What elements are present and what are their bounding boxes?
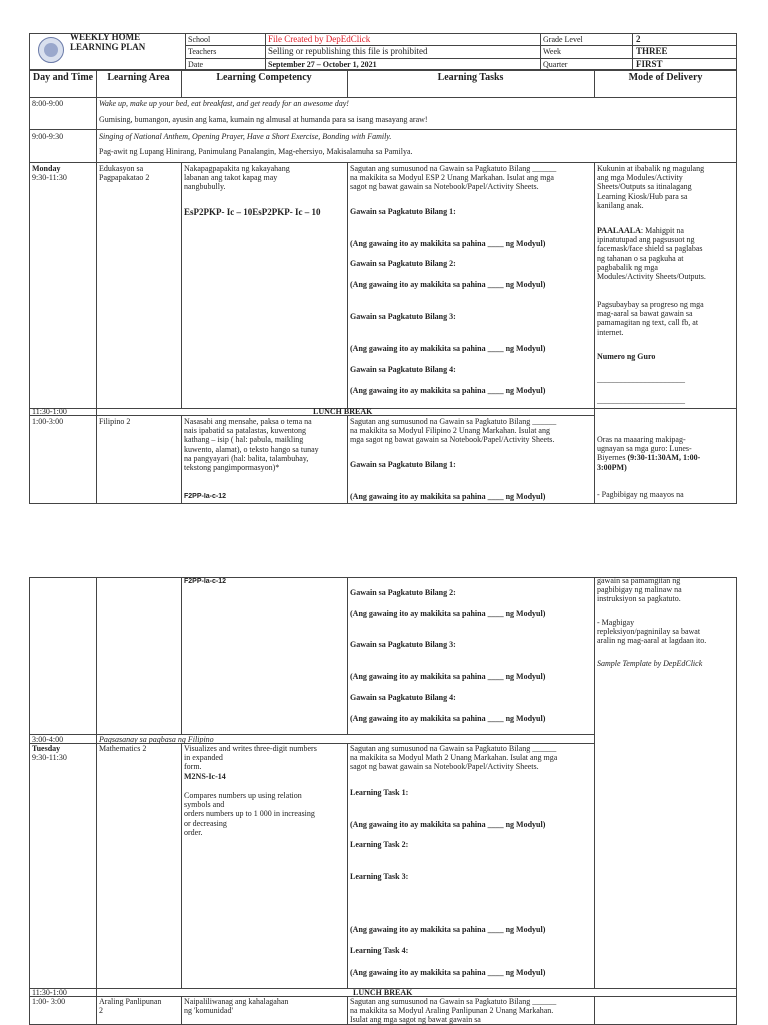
math-task-2: Learning Task 2: (350, 840, 409, 849)
quarter-value: FIRST (636, 59, 663, 69)
col-mode-of-delivery: Mode of Delivery (628, 72, 703, 83)
esp-gawain-1: Gawain sa Pagkatuto Bilang 1: (350, 207, 456, 216)
math-page-ref-4: (Ang gawaing ito ay makikita sa pahina ____ ng Modyul) (350, 968, 546, 977)
opening-filipino: Pag-awit ng Lupang Hinirang, Panimulang Panalangin, Mag-ehersiyo, Makisalamuha sa Pamilya. (99, 147, 413, 156)
esp-gawain-3: Gawain sa Pagkatuto Bilang 3: (350, 312, 456, 321)
school-value: File Created by DepEdClick (268, 34, 371, 44)
col-learning-tasks: Learning Tasks (437, 72, 504, 83)
quarter-label: Quarter (543, 60, 568, 69)
day-tuesday: Tuesday (32, 744, 61, 753)
col-learning-area: Learning Area (107, 72, 170, 83)
tasks-ap-instructions: Sagutan ang sumusunod na Gawain sa Pagkatuto Bilang ______ na makikita sa Modyul Araling Panlipunan 2 Unang Markahan. Isulat ang mga sagot ng bawat gawain sa (350, 997, 557, 1025)
time-lunch-2: 11:30-1:00 (32, 988, 67, 997)
time-9-930: 9:00-9:30 (32, 132, 64, 141)
fil-gawain-1: Gawain sa Pagkatuto Bilang 1: (350, 460, 456, 469)
tasks-esp-instructions: Sagutan ang sumusunod na Gawain sa Pagkatuto Bilang ______ na makikita sa Modyul ESP 2 Unang Markahan. Isulat ang mga sagot ng bawat gawain sa Notebook/Papel/Activity Sheets. (350, 164, 557, 192)
time-lunch: 11:30-1:00 (32, 407, 67, 416)
code-math: M2NS-Ic-14 (184, 772, 226, 781)
competency-esp: Nakapagpapakita ng kakayahang labanan ang takot kapag may nangbubully. (184, 164, 290, 192)
competency-math-1: Visualizes and writes three-digit numbers in expanded form. (184, 744, 317, 772)
delivery-continued: gawain sa pamamgitan ng pagbibigay ng malinaw na instruksiyon sa pagkatuto. (597, 576, 682, 604)
routine-english: Wake up, make up your bed, eat breakfast, and get ready for an awesome day! (99, 99, 349, 108)
fil-page-ref-1: (Ang gawaing ito ay makikita sa pahina ____ ng Modyul) (350, 492, 546, 501)
delivery-paalaala: PAALAALA: Mahigpit na ipinatutupad ang pagsusuot ng facemask/face shield sa paglabas ng tahanan o sa pagkuha at pagbabalik ng mga Modules/Activity Sheets/Outputs. (597, 226, 706, 282)
lunch-break: LUNCH BREAK (313, 407, 373, 416)
day-monday: Monday (32, 164, 61, 173)
time-8-9: 8:00-9:00 (32, 99, 64, 108)
delivery-contact-hours: Oras na maaaring makipag- ugnayan sa mga guro: Lunes- Biyernes (9:30-11:30AM, 1:00- 3:00PM) (597, 435, 701, 472)
teachers-label: Teachers (188, 47, 217, 56)
grade-label: Grade Level (543, 35, 583, 44)
sample-template-credit: Sample Template by DepEdClick (597, 659, 703, 668)
delivery-monitoring: Pagsubaybay sa progreso ng mga mag-aaral sa bawat gawain sa pamamagitan ng text, call fb, at internet. (597, 300, 704, 337)
math-task-3: Learning Task 3: (350, 872, 409, 881)
esp-gawain-4: Gawain sa Pagkatuto Bilang 4: (350, 365, 456, 374)
area-ap: Araling Panlipunan 2 (99, 997, 162, 1016)
plan-title: WEEKLY HOME LEARNING PLAN (70, 32, 146, 52)
tasks-math-instructions: Sagutan ang sumusunod na Gawain sa Pagkatuto Bilang ______ na makikita sa Modyul Math 2 Unang Markahan. Isulat ang mga sagot ng bawat gawain sa Notebook/Papel/Activity Sheets. (350, 744, 558, 772)
date-value: September 27 – October 1, 2021 (268, 60, 377, 69)
reading-practice: Pagsasanay sa pagbasa ng Filipino (99, 735, 214, 744)
code-filipino-cont: F2PP-Ia-c-12 (184, 578, 227, 585)
time-monday-930: 9:30-11:30 (32, 173, 67, 182)
col-day-time: Day and Time (32, 72, 94, 83)
time-tuesday-930: 9:30-11:30 (32, 753, 67, 762)
math-page-ref-1: (Ang gawaing ito ay makikita sa pahina ____ ng Modyul) (350, 820, 546, 829)
code-filipino: F2PP-Ia-c-12 (184, 493, 227, 500)
teacher-number-line-2: ______________________ (597, 396, 685, 405)
time-3-4: 3:00-4:00 (32, 735, 64, 744)
routine-filipino: Gumising, bumangon, ayusin ang kama, kumain ng almusal at humanda para sa isang masayang araw! (99, 115, 428, 124)
area-filipino: Filipino 2 (99, 417, 131, 426)
teacher-number-label: Numero ng Guro (597, 352, 656, 361)
delivery-pagbibigay: - Pagbibigay ng maayos na (597, 490, 684, 499)
esp-gawain-2: Gawain sa Pagkatuto Bilang 2: (350, 259, 456, 268)
time-filipino: 1:00-3:00 (32, 417, 64, 426)
code-esp: EsP2PKP- Ic – 10EsP2PKP- Ic – 10 (184, 207, 321, 217)
fil-page-ref-3: (Ang gawaing ito ay makikita sa pahina ____ ng Modyul) (350, 672, 546, 681)
math-task-1: Learning Task 1: (350, 788, 409, 797)
week-value: THREE (636, 46, 668, 56)
date-label: Date (188, 60, 204, 69)
week-label: Week (543, 47, 562, 56)
math-page-ref-3: (Ang gawaing ito ay makikita sa pahina ____ ng Modyul) (350, 925, 546, 934)
area-esp: Edukasyon sa Pagpapakatao 2 (99, 164, 150, 183)
esp-page-ref-2: (Ang gawaing ito ay makikita sa pahina ____ ng Modyul) (350, 280, 546, 289)
grade-value: 2 (636, 34, 641, 44)
col-learning-competency: Learning Competency (216, 72, 312, 83)
time-ap: 1:00- 3:00 (32, 997, 66, 1006)
fil-page-ref-4: (Ang gawaing ito ay makikita sa pahina ____ ng Modyul) (350, 714, 546, 723)
competency-math-2: Compares numbers up using relation symbols and orders numbers up to 1 000 in increasing or decreasing order. (184, 791, 315, 837)
math-task-4: Learning Task 4: (350, 946, 409, 955)
opening-english: Singing of National Anthem, Opening Prayer, Have a Short Exercise, Bonding with Family. (99, 132, 392, 141)
tasks-filipino-instructions: Sagutan ang sumusunod na Gawain sa Pagkatuto Bilang ______ na makikita sa Modyul Filipino 2 Unang Markahan. Isulat ang mga sagot ng bawat gawain sa Notebook/Papel/Activity Sheets. (350, 417, 557, 445)
fil-gawain-2: Gawain sa Pagkatuto Bilang 2: (350, 588, 456, 597)
fil-gawain-3: Gawain sa Pagkatuto Bilang 3: (350, 640, 456, 649)
fil-page-ref-2: (Ang gawaing ito ay makikita sa pahina ____ ng Modyul) (350, 609, 546, 618)
page-2 (0, 576, 768, 1024)
esp-page-ref-4: (Ang gawaing ito ay makikita sa pahina ____ ng Modyul) (350, 386, 546, 395)
area-math: Mathematics 2 (99, 744, 147, 753)
delivery-reflection: - Magbigay repleksiyon/pagninilay sa bawat aralin ng mag-aaral at lagdaan ito. (597, 618, 707, 646)
esp-page-ref-1: (Ang gawaing ito ay makikita sa pahina ____ ng Modyul) (350, 239, 546, 248)
school-label: School (188, 35, 211, 44)
teacher-number-line-1: ______________________ (597, 375, 685, 384)
lunch-break-2: LUNCH BREAK (353, 988, 413, 997)
competency-filipino: Nasasabi ang mensahe, paksa o tema na nais ipabatid sa patalastas, kuwentong kathang – isip ( hal: pabula, maikling kuwento, alamat), o teksto hango sa tunay na pangyayari (hal: balita, talambuhay, tekstong pangimpormasyon)* (184, 417, 319, 473)
esp-page-ref-3: (Ang gawaing ito ay makikita sa pahina ____ ng Modyul) (350, 344, 546, 353)
teachers-value: Selling or republishing this file is prohibited (268, 46, 428, 56)
competency-ap: Naipaliliwanag ang kahalagahan ng 'komunidad' (184, 997, 289, 1016)
delivery-kiosk: Kukunin at ibabalik ng magulang ang mga Modules/Activity Sheets/Outputs sa itinalagang Learning Kiosk/Hub para sa kanilang anak. (597, 164, 705, 210)
fil-gawain-4: Gawain sa Pagkatuto Bilang 4: (350, 693, 456, 702)
